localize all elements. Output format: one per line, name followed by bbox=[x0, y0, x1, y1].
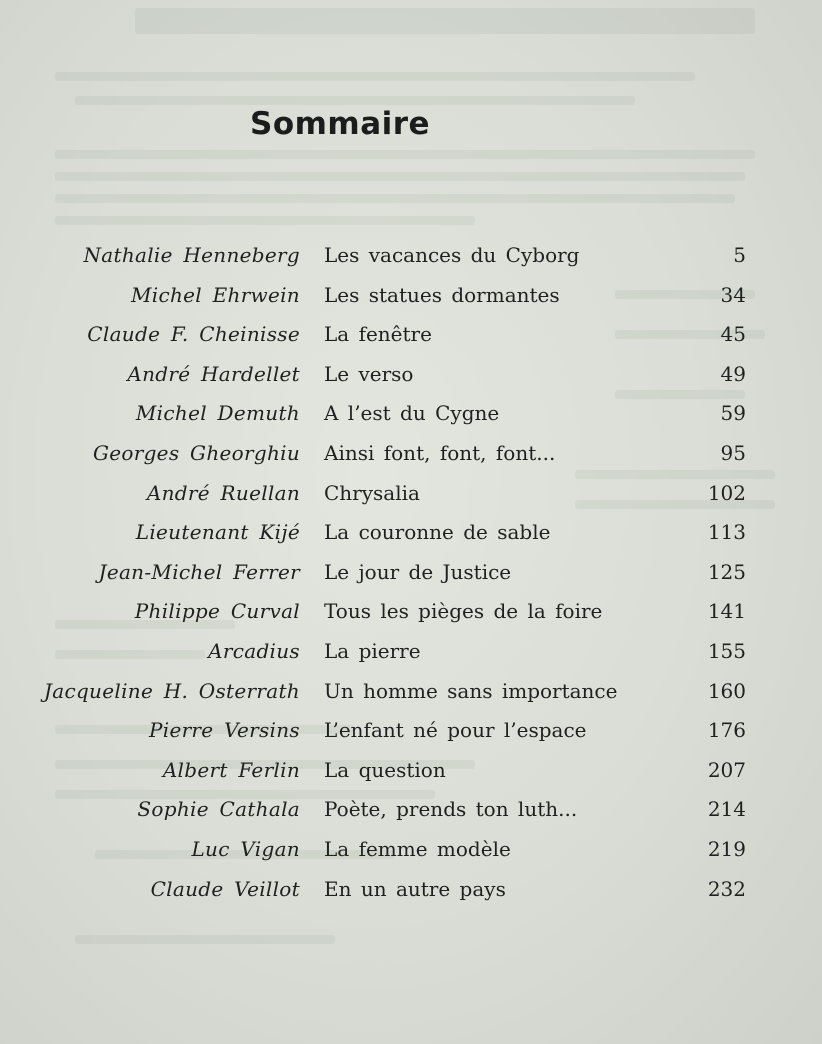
toc-title: La fenêtre bbox=[324, 322, 432, 347]
toc-row bbox=[0, 554, 822, 594]
toc-author: Claude F. Cheinisse bbox=[87, 322, 300, 347]
toc-title: Le jour de Justice bbox=[324, 559, 512, 584]
toc-page-number: 45 bbox=[720, 322, 746, 347]
toc-author: André Hardellet bbox=[127, 361, 300, 386]
toc-title: Les statues dormantes bbox=[324, 282, 560, 307]
toc-author: Philippe Curval bbox=[134, 599, 300, 624]
toc-title: En un autre pays bbox=[324, 876, 506, 901]
toc-title: Un homme sans importance bbox=[324, 678, 618, 703]
toc-author: Claude Veillot bbox=[150, 876, 300, 901]
toc-row bbox=[0, 871, 822, 911]
toc-page-number: 176 bbox=[707, 718, 746, 743]
toc-row bbox=[0, 673, 822, 713]
toc-row bbox=[0, 237, 822, 277]
toc-author: Pierre Versins bbox=[148, 718, 300, 743]
toc-row bbox=[0, 593, 822, 633]
toc-page-number: 232 bbox=[707, 876, 746, 901]
toc-row bbox=[0, 712, 822, 752]
toc-title: La question bbox=[324, 757, 446, 782]
toc-page-number: 113 bbox=[707, 520, 746, 545]
toc-author: Lieutenant Kijé bbox=[135, 520, 300, 545]
toc-page-number: 34 bbox=[720, 282, 746, 307]
table-of-contents bbox=[0, 237, 822, 910]
toc-author: Michel Demuth bbox=[135, 401, 300, 426]
toc-row bbox=[0, 831, 822, 871]
toc-title: Chrysalia bbox=[324, 480, 420, 505]
toc-title: La couronne de sable bbox=[324, 520, 551, 545]
toc-page-number: 219 bbox=[707, 836, 746, 861]
toc-page-number: 207 bbox=[707, 757, 746, 782]
toc-row bbox=[0, 475, 822, 515]
toc-author: Sophie Cathala bbox=[137, 797, 300, 822]
toc-author: Luc Vigan bbox=[191, 836, 300, 861]
toc-page-number: 160 bbox=[707, 678, 746, 703]
toc-title: La femme modèle bbox=[324, 836, 511, 861]
toc-page-number: 125 bbox=[707, 559, 746, 584]
toc-title: L’enfant né pour l’espace bbox=[324, 718, 587, 743]
toc-author: Jean-Michel Ferrer bbox=[98, 559, 300, 584]
toc-author: Michel Ehrwein bbox=[130, 282, 300, 307]
toc-page-number: 5 bbox=[733, 243, 746, 267]
toc-title: Les vacances du Cyborg bbox=[324, 243, 580, 267]
toc-title: A l’est du Cygne bbox=[324, 401, 500, 426]
toc-row bbox=[0, 356, 822, 396]
toc-title: La pierre bbox=[324, 638, 421, 663]
toc-title: Tous les pièges de la foire bbox=[324, 599, 603, 624]
toc-page-number: 141 bbox=[707, 599, 746, 624]
toc-author: Jacqueline H. Osterrath bbox=[43, 678, 300, 703]
toc-row bbox=[0, 752, 822, 792]
toc-page-number: 102 bbox=[707, 480, 746, 505]
page-title: Sommaire bbox=[250, 106, 431, 142]
toc-row bbox=[0, 435, 822, 475]
toc-author: Georges Gheorghiu bbox=[92, 440, 300, 465]
toc-author: André Ruellan bbox=[146, 480, 300, 505]
toc-page-number: 214 bbox=[707, 797, 746, 822]
toc-row bbox=[0, 514, 822, 554]
toc-author: Albert Ferlin bbox=[162, 757, 300, 782]
toc-page-number: 59 bbox=[720, 401, 746, 426]
toc-title: Poète, prends ton luth... bbox=[324, 797, 578, 822]
toc-title: Ainsi font, font, font... bbox=[324, 440, 556, 465]
toc-row bbox=[0, 395, 822, 435]
toc-page-number: 95 bbox=[720, 440, 746, 465]
toc-author: Nathalie Henneberg bbox=[83, 243, 300, 267]
toc-author: Arcadius bbox=[208, 638, 300, 663]
toc-page-number: 155 bbox=[707, 638, 746, 663]
toc-title: Le verso bbox=[324, 361, 414, 386]
toc-row bbox=[0, 316, 822, 356]
toc-row bbox=[0, 791, 822, 831]
toc-row bbox=[0, 277, 822, 317]
toc-row bbox=[0, 633, 822, 673]
toc-page-number: 49 bbox=[720, 361, 746, 386]
